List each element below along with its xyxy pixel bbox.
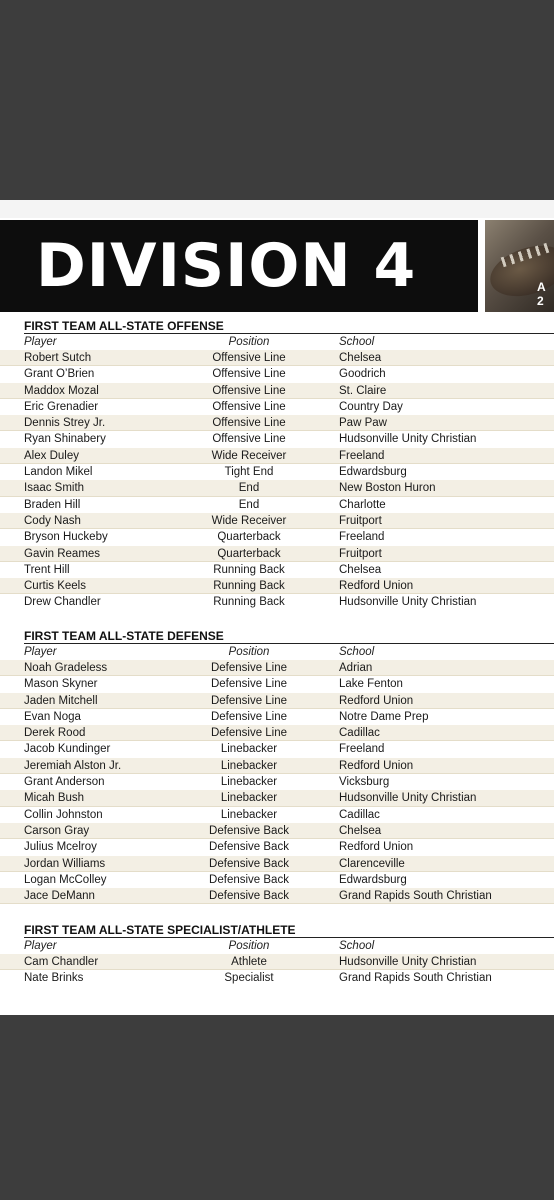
player-position: Defensive Line bbox=[210, 662, 288, 674]
division-banner bbox=[0, 220, 478, 312]
photo-caption-fragment bbox=[537, 280, 546, 308]
player-school: Hudsonville Unity Christian bbox=[339, 956, 477, 968]
player-position: Defensive Line bbox=[210, 727, 288, 740]
table-row bbox=[0, 954, 554, 970]
player-school: Redford Union bbox=[339, 841, 414, 854]
player-position: Running Back bbox=[213, 596, 285, 609]
player-school: Hudsonville Unity Christian bbox=[339, 792, 477, 805]
player-position: Tight End bbox=[224, 466, 274, 479]
player-name: Nate Brinks bbox=[24, 972, 84, 985]
player-name: Maddox Mozal bbox=[24, 384, 99, 397]
header-position: Position bbox=[228, 940, 270, 952]
player-name: Robert Sutch bbox=[24, 352, 92, 364]
player-school: Fruitport bbox=[339, 514, 382, 527]
banner-title: DIVISION 4 bbox=[36, 231, 417, 301]
table-row bbox=[0, 709, 554, 725]
header-player: Player bbox=[24, 940, 57, 952]
table-row bbox=[0, 823, 554, 839]
player-school: Freeland bbox=[339, 449, 385, 462]
player-school: Notre Dame Prep bbox=[339, 710, 429, 723]
section-title: FIRST TEAM ALL-STATE DEFENSE bbox=[24, 629, 224, 643]
player-school: New Boston Huron bbox=[339, 482, 436, 495]
player-name: Dennis Strey Jr. bbox=[24, 417, 106, 430]
player-name: Evan Noga bbox=[24, 710, 81, 723]
photo-caption-char-2: 2 bbox=[537, 294, 544, 308]
player-school: Cadillac bbox=[339, 727, 380, 740]
player-school: Edwardsburg bbox=[339, 466, 407, 479]
player-position: Linebacker bbox=[220, 808, 278, 821]
player-name: Landon Mikel bbox=[24, 466, 93, 479]
table-row bbox=[0, 774, 554, 790]
player-name: Grant Anderson bbox=[24, 776, 105, 789]
player-name: Trent Hill bbox=[24, 563, 70, 576]
player-position: Defensive Back bbox=[209, 873, 289, 886]
player-position: Offensive Line bbox=[212, 384, 286, 397]
player-position: Linebacker bbox=[220, 759, 278, 772]
table-header bbox=[0, 644, 554, 660]
table-row bbox=[0, 578, 554, 594]
player-position: Linebacker bbox=[220, 743, 278, 756]
player-name: Bryson Huckeby bbox=[24, 531, 108, 544]
table-row bbox=[0, 448, 554, 464]
photo-caption-char-1: A bbox=[537, 280, 546, 294]
table-header bbox=[0, 938, 554, 954]
table-row bbox=[0, 415, 554, 431]
player-school: Freeland bbox=[339, 531, 385, 544]
header-player: Player bbox=[24, 336, 57, 348]
header-school: School bbox=[339, 646, 375, 658]
table-row bbox=[0, 676, 554, 692]
player-position: Wide Receiver bbox=[211, 449, 287, 462]
document-page[interactable] bbox=[0, 200, 554, 1015]
player-school: Hudsonville Unity Christian bbox=[339, 596, 477, 609]
player-position: Offensive Line bbox=[212, 433, 286, 446]
table-row bbox=[0, 529, 554, 545]
player-school: Chelsea bbox=[339, 563, 382, 576]
table-row bbox=[0, 839, 554, 855]
player-name: Jaden Mitchell bbox=[24, 694, 98, 707]
table-row bbox=[0, 464, 554, 480]
table-row bbox=[0, 513, 554, 529]
table-row bbox=[0, 546, 554, 562]
player-school: Grand Rapids South Christian bbox=[339, 890, 492, 903]
player-school: Paw Paw bbox=[339, 417, 387, 430]
player-name: Derek Rood bbox=[24, 727, 86, 740]
table-row bbox=[0, 758, 554, 774]
player-school: Edwardsburg bbox=[339, 873, 407, 886]
player-name: Logan McColley bbox=[24, 873, 107, 886]
table-row bbox=[0, 431, 554, 447]
player-position: Defensive Back bbox=[209, 857, 289, 870]
header-player: Player bbox=[24, 646, 57, 658]
player-school: Cadillac bbox=[339, 808, 380, 821]
player-name: Grant O’Brien bbox=[24, 368, 95, 381]
player-name: Carson Gray bbox=[24, 824, 90, 837]
player-school: Lake Fenton bbox=[339, 678, 403, 691]
player-school: St. Claire bbox=[339, 384, 387, 397]
page-top-strip bbox=[0, 200, 554, 218]
player-name: Drew Chandler bbox=[24, 596, 101, 609]
table-row bbox=[0, 480, 554, 496]
player-position: Defensive Line bbox=[210, 694, 288, 707]
header-school: School bbox=[339, 336, 375, 348]
player-position: Offensive Line bbox=[212, 400, 286, 413]
player-position: Offensive Line bbox=[212, 368, 286, 381]
player-position: Defensive Back bbox=[209, 824, 289, 837]
player-position: Offensive Line bbox=[212, 352, 286, 364]
player-position: Linebacker bbox=[220, 776, 278, 789]
player-name: Jace DeMann bbox=[24, 890, 95, 903]
player-position: Linebacker bbox=[220, 792, 278, 805]
player-name: Cody Nash bbox=[24, 514, 81, 527]
table-row bbox=[0, 350, 554, 366]
table-row bbox=[0, 660, 554, 676]
table-row bbox=[0, 497, 554, 513]
table-row bbox=[0, 725, 554, 741]
player-school: Vicksburg bbox=[339, 776, 390, 789]
player-school: Freeland bbox=[339, 743, 385, 756]
section-title: FIRST TEAM ALL-STATE SPECIALIST/ATHLETE bbox=[24, 923, 296, 937]
player-school: Country Day bbox=[339, 400, 403, 413]
player-name: Braden Hill bbox=[24, 498, 81, 511]
player-position: Quarterback bbox=[217, 531, 281, 544]
player-name: Julius Mcelroy bbox=[24, 841, 97, 854]
player-school: Redford Union bbox=[339, 694, 414, 707]
table-row bbox=[0, 562, 554, 578]
table-body bbox=[0, 660, 554, 904]
table-row bbox=[0, 594, 554, 610]
player-name: Eric Grenadier bbox=[24, 400, 99, 413]
player-school: Clarenceville bbox=[339, 857, 405, 870]
section-title: FIRST TEAM ALL-STATE OFFENSE bbox=[24, 319, 224, 333]
player-name: Ryan Shinabery bbox=[24, 433, 106, 446]
table-row bbox=[0, 383, 554, 399]
player-name: Gavin Reames bbox=[24, 547, 101, 560]
table-row bbox=[0, 807, 554, 823]
player-position: Specialist bbox=[224, 972, 274, 985]
table-row bbox=[0, 693, 554, 709]
player-name: Jacob Kundinger bbox=[24, 743, 111, 756]
table-row bbox=[0, 970, 554, 986]
player-school: Chelsea bbox=[339, 824, 382, 837]
player-school: Adrian bbox=[339, 662, 373, 674]
player-name: Collin Johnston bbox=[24, 808, 103, 821]
table-row bbox=[0, 888, 554, 904]
player-name: Curtis Keels bbox=[24, 580, 86, 593]
table-row bbox=[0, 872, 554, 888]
player-name: Cam Chandler bbox=[24, 956, 99, 968]
player-position: Defensive Back bbox=[209, 841, 289, 854]
header-school: School bbox=[339, 940, 375, 952]
header-position: Position bbox=[228, 646, 270, 658]
player-school: Hudsonville Unity Christian bbox=[339, 433, 477, 446]
header-position: Position bbox=[228, 336, 270, 348]
player-position: Offensive Line bbox=[212, 417, 286, 430]
table-header bbox=[0, 334, 554, 350]
player-school: Chelsea bbox=[339, 352, 382, 364]
player-name: Jeremiah Alston Jr. bbox=[24, 759, 122, 772]
player-position: End bbox=[238, 482, 260, 495]
player-name: Isaac Smith bbox=[24, 482, 85, 495]
player-school: Redford Union bbox=[339, 580, 414, 593]
player-name: Mason Skyner bbox=[24, 678, 98, 691]
player-name: Alex Duley bbox=[24, 449, 79, 462]
player-school: Goodrich bbox=[339, 368, 386, 381]
player-name: Micah Bush bbox=[24, 792, 85, 805]
player-position: Wide Receiver bbox=[211, 514, 287, 527]
table-row bbox=[0, 741, 554, 757]
player-school: Grand Rapids South Christian bbox=[339, 972, 492, 985]
table-row bbox=[0, 399, 554, 415]
table-row bbox=[0, 366, 554, 382]
player-school: Fruitport bbox=[339, 547, 382, 560]
screenshot-frame-bottom bbox=[0, 1015, 554, 1200]
player-position: Defensive Line bbox=[210, 710, 288, 723]
player-position: Quarterback bbox=[217, 547, 281, 560]
table-row bbox=[0, 790, 554, 806]
player-school: Charlotte bbox=[339, 498, 386, 511]
table-body bbox=[0, 954, 554, 987]
player-name: Jordan Williams bbox=[24, 857, 106, 870]
football-photo bbox=[485, 220, 554, 312]
screenshot-frame-top bbox=[0, 0, 554, 200]
player-name: Noah Gradeless bbox=[24, 662, 108, 674]
player-position: Running Back bbox=[213, 563, 285, 576]
table-body bbox=[0, 350, 554, 611]
player-school: Redford Union bbox=[339, 759, 414, 772]
player-position: Athlete bbox=[231, 956, 267, 968]
player-position: Defensive Back bbox=[209, 890, 289, 903]
player-position: Defensive Line bbox=[210, 678, 288, 691]
player-position: End bbox=[238, 498, 260, 511]
player-position: Running Back bbox=[213, 580, 285, 593]
table-row bbox=[0, 856, 554, 872]
